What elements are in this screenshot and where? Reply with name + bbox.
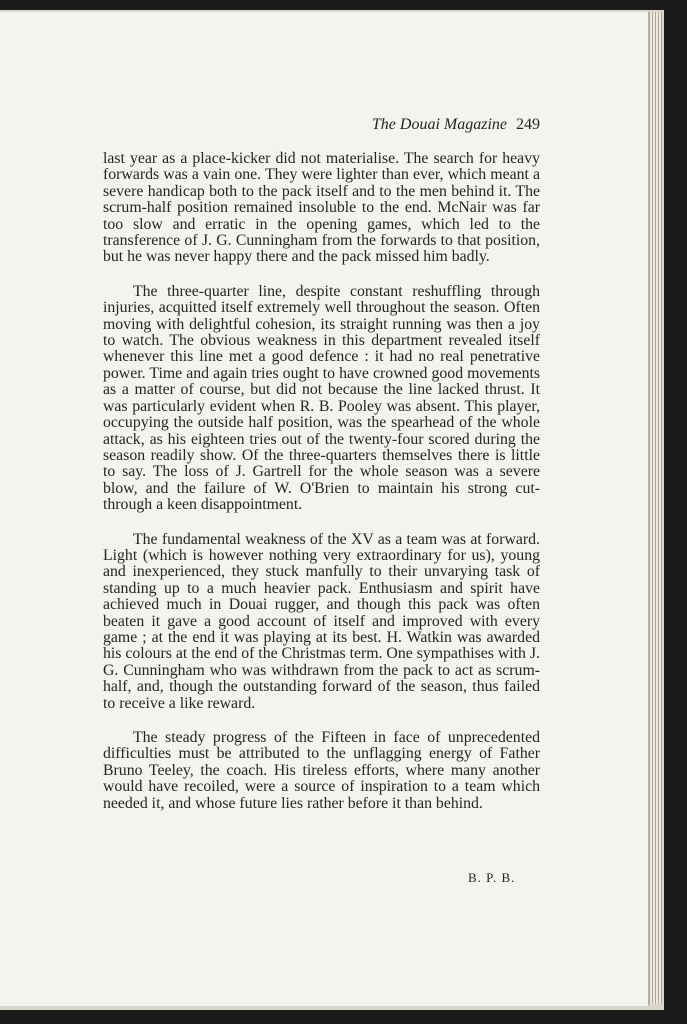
paragraph-forwards: The fundamental weakness of the XV as a team was at forward. Light (which is however nothing very extraordinary for us), young and inexperienced, they stuck manfully to their unvarying task of standing up to a much heavier pack. Enthusiasm and spirit have achieved much in Douai rugger, and though this pack was often beaten it gave a good account of itself and improved with every game ; at the end it was playing at its best. H. Watkin was awarded his colours at the end of the Christmas term. One sympathises with J. G. Cunningham who was withdrawn from the pack to act as scrum-half, and, though the outstanding forward of the season, thus failed to receive a like reward. (103, 530, 540, 712)
book-page (0, 12, 649, 1006)
paragraph-coach: The steady progress of the Fifteen in face of unprecedented difficulties must be attributed to the unflagging energy of Father Bruno Teeley, the coach. His tireless efforts, where many another would have recoiled, were a source of inspiration to a team which needed it, and whose future lies rather before it than behind. (103, 729, 540, 812)
running-header (0, 116, 540, 134)
paragraph-continuation: last year as a place-kicker did not materialise. The search for heavy forwards was a vain one. They were lighter than ever, which meant a severe handicap both to the pack itself and to the men behind it. The scrum-half position remained insoluble to the end. McNair was far too slow and erratic in the opening games, which led to the transference of J. G. Cunningham from the forwards to that position, but he was never happy there and the pack missed him badly. (103, 150, 540, 266)
paragraph-three-quarter-line: The three-quarter line, despite constant reshuffling through injuries, acquitted itself extremely well throughout the season. Often moving with delightful cohesion, its straight running was then a joy to watch. The obvious weakness in this department revealed itself whenever this line met a good defence : it had no real penetrative power. Time and again tries ought to have crowned good movements as a matter of course, but did not because the line lacked thrust. It was particularly evident when R. B. Pooley was absent. This player, occupying the outside half position, was the spearhead of the whole attack, as his eighteen tries out of the twenty-four scored during the season readily show. Of the three-quarters themselves there is little to say. The loss of J. Gartrell for the whole season was a severe blow, and the failure of W. O'Brien to maintain his strong cut-through a keen disappointment. (103, 282, 540, 514)
page-number: 249 (516, 116, 540, 133)
author-initials: B. P. B. (468, 870, 516, 885)
article-body (103, 151, 540, 830)
magazine-title: The Douai Magazine (371, 116, 507, 133)
